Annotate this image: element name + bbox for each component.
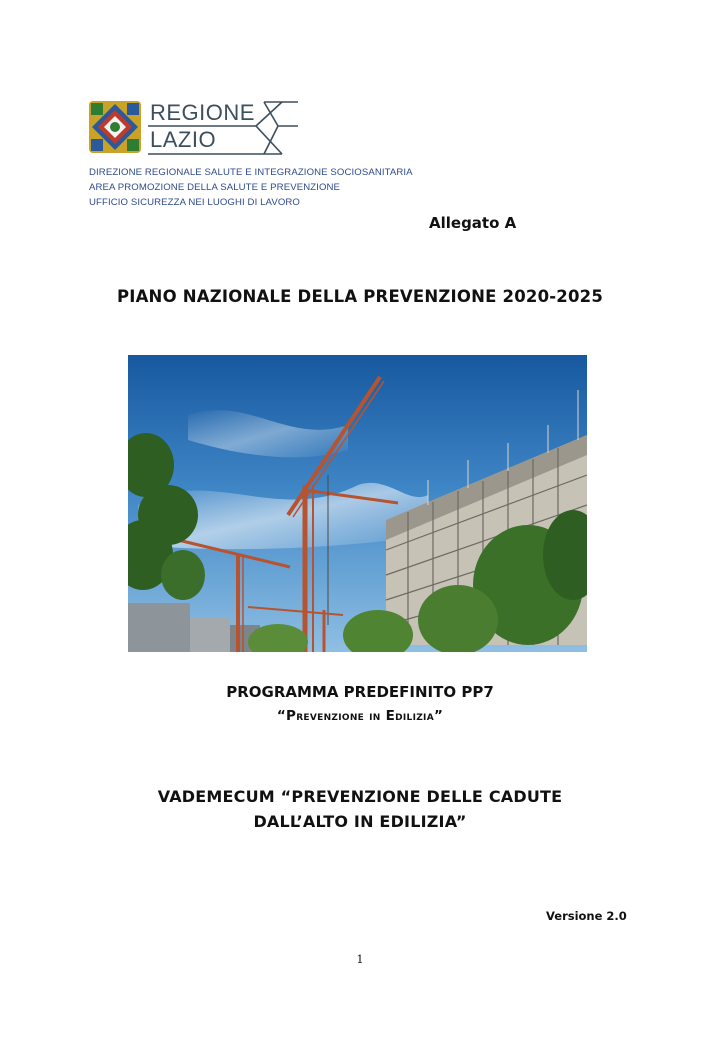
program-subtitle: “Prevenzione in Edilizia” (276, 708, 444, 724)
logo-text-lazio: LAZIO (150, 127, 217, 152)
regione-lazio-emblem-icon (88, 100, 142, 154)
vademecum-title-line2: DALL’ALTO IN EDILIZIA” (253, 812, 467, 831)
department-line: AREA PROMOZIONE DELLA SALUTE E PREVENZIONE (89, 182, 341, 193)
logo-text-regione: REGIONE (150, 100, 255, 125)
program-title: PROGRAMMA PREDEFINITO PP7 (226, 683, 494, 701)
plan-title: PIANO NAZIONALE DELLA PREVENZIONE 2020-2025 (116, 287, 604, 306)
version-label: Versione 2.0 (546, 909, 627, 923)
department-line: DIREZIONE REGIONALE SALUTE E INTEGRAZIONE SOCIOSANITARIA (89, 167, 413, 178)
annex-label: Allegato A (429, 214, 517, 232)
department-line: UFFICIO SICUREZZA NEI LUOGHI DI LAVORO (89, 197, 300, 208)
page-number: 1 (356, 953, 364, 966)
vademecum-title-line1: VADEMECUM “PREVENZIONE DELLE CADUTE (157, 787, 563, 806)
construction-site-photo (128, 355, 587, 652)
